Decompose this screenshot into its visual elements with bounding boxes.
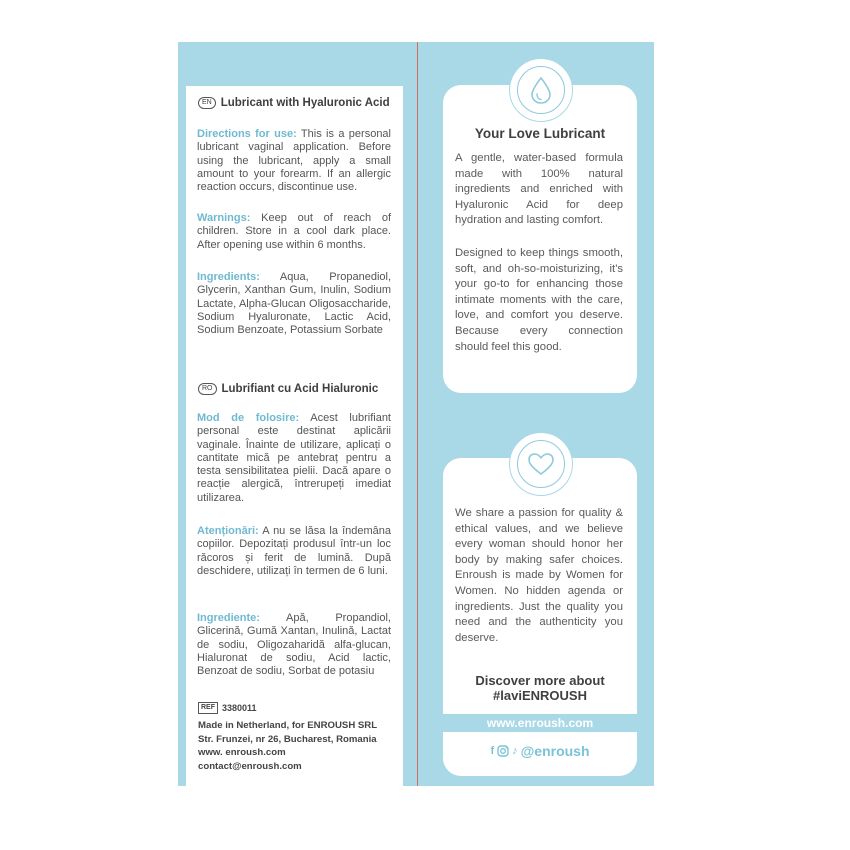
- en-ingredients-head: Ingredients:: [197, 271, 260, 283]
- ro-warnings-text: A nu se lăsa la îndemâna copiilor. Depozitați produsul într-un loc răcoros și ferit de lumină. După deschidere, utilizați în termen de 6 luni.: [197, 525, 391, 577]
- fold-line: [417, 42, 418, 786]
- en-title-text: Lubricant with Hyaluronic Acid: [220, 97, 390, 109]
- discover-hashtag: #laviENROUSH: [493, 688, 587, 703]
- water-drop-badge: [509, 58, 573, 122]
- ro-title: [198, 383, 378, 395]
- social-handle[interactable]: @enroush: [520, 743, 590, 759]
- ro-ingredients-text: Apă, Propandiol, Glicerină, Gumă Xantan, Inulină, Lactat de sodiu, Oligozaharidă alfa-glucan, Hialuronat de sodiu, Acid lactic, Benzoat de sodiu, Sorbat de potasiu: [197, 612, 391, 678]
- social-links: [443, 743, 637, 759]
- ref-label: REF: [198, 702, 218, 714]
- en-warnings-text: Keep out of reach of children. Store in a cool dark place. After opening use within 6 months.: [197, 212, 391, 251]
- address-line: Str. Frunzei, nr 26, Bucharest, Romania: [198, 733, 377, 745]
- en-title: [198, 97, 390, 109]
- ro-directions-head: Mod de folosire:: [197, 412, 300, 424]
- ro-badge: RO: [198, 383, 217, 395]
- discover-heading: [443, 673, 637, 703]
- card1-paragraph-1: A gentle, water-based formula made with 100% natural ingredients and enriched with Hyaluronic Acid for deep hydration and lasting comfort.: [455, 152, 623, 227]
- en-ingredients-text: Aqua, Propanediol, Glycerin, Xanthan Gum, Inulin, Sodium Lactate, Alpha-Glucan Oligosaccharide, Sodium Hyaluronate, Lactic Acid, Sodium Benzoate, Potassium Sorbate: [197, 271, 391, 337]
- ref-code: [198, 702, 257, 714]
- ro-directions: [197, 412, 391, 505]
- instagram-icon[interactable]: [497, 745, 509, 757]
- manufacturer-info: [198, 719, 398, 773]
- ro-title-text: Lubrifiant cu Acid Hialuronic: [221, 383, 379, 395]
- manufacturer-line: Made in Netherland, for ENROUSH SRL: [198, 720, 378, 731]
- en-badge: EN: [198, 97, 216, 109]
- en-directions-text: This is a personal lubricant vaginal application. Before using the lubricant, apply a small amount to your forearm. If an allergic reaction occurs, discontinue use.: [197, 128, 391, 194]
- en-directions: [197, 128, 391, 194]
- ro-directions-text: Acest lubrifiant personal este destinat aplicării vaginale. Înainte de utilizare, aplicați o cantitate mică pe antebraț pentru a testa sensibilitatea pielii. Dacă apare o reacție alergică, întrerupeți imediat utilizarea.: [197, 412, 391, 504]
- website-line: www. enroush.com: [198, 747, 286, 758]
- en-warnings-head: Warnings:: [197, 212, 251, 224]
- ro-ingredients: [197, 612, 391, 678]
- ro-warnings-head: Atenționări:: [197, 525, 259, 537]
- facebook-icon[interactable]: f: [490, 745, 495, 757]
- card1-paragraph-2: Designed to keep things smooth, soft, and oh-so-moisturizing, it's your go-to for enhancing those intimate moments with the care, love, and comfort you deserve. Because every connection should feel this good.: [455, 247, 623, 353]
- card2-paragraph: We share a passion for quality & ethical values, and we believe every woman should honor her body by making safer choices. Enroush is made by Women for Women. No hidden agenda or ingredients. Just the quality you need and the authenticity you deserve.: [455, 507, 623, 644]
- heart-badge: [509, 432, 573, 496]
- en-ingredients: [197, 271, 391, 337]
- en-warnings: [197, 212, 391, 252]
- ref-value: 3380011: [222, 703, 257, 713]
- heart-icon: [527, 452, 555, 476]
- ro-ingredients-head: Ingrediente:: [197, 612, 260, 624]
- email-line: contact@enroush.com: [198, 760, 302, 772]
- water-drop-icon: [529, 76, 553, 104]
- card1-title: Your Love Lubricant: [474, 126, 606, 141]
- tiktok-icon[interactable]: ♪: [512, 745, 518, 757]
- en-directions-head: Directions for use:: [197, 128, 297, 140]
- discover-line-1: Discover more about: [475, 673, 605, 688]
- website-link[interactable]: www.enroush.com: [443, 714, 637, 732]
- ro-warnings: [197, 525, 391, 578]
